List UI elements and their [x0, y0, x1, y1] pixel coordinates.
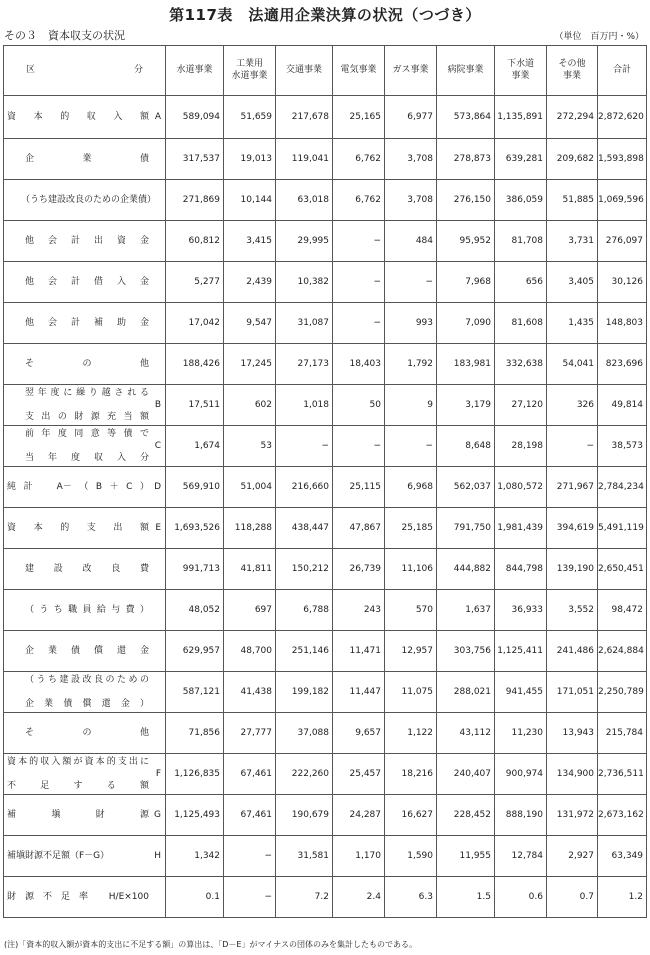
value-cell: 131,972	[547, 795, 598, 836]
value-cell: 1,170	[333, 836, 385, 877]
unit-label: （単位 百万円・%）	[554, 32, 644, 42]
value-cell: 11,106	[385, 549, 437, 590]
value-cell: 25,185	[385, 508, 437, 549]
value-cell: 570	[385, 590, 437, 631]
table-row	[4, 303, 647, 344]
value-cell: 444,882	[437, 549, 495, 590]
row-label: 補塡財源不足額（F－G）	[7, 850, 110, 861]
value-cell: 2,927	[547, 836, 598, 877]
value-cell: 823,696	[598, 344, 647, 385]
table-row	[4, 344, 647, 385]
row-code: A	[154, 111, 161, 122]
value-cell: 438,447	[276, 508, 333, 549]
value-cell: 844,798	[495, 549, 547, 590]
table-row	[4, 877, 647, 918]
column-header: 交通事業	[276, 46, 333, 96]
value-cell: 50	[333, 385, 385, 426]
column-header: 電気事業	[333, 46, 385, 96]
value-cell: 28,198	[495, 426, 547, 467]
value-cell: 25,165	[333, 96, 385, 139]
value-cell: 394,619	[547, 508, 598, 549]
row-code: F	[155, 768, 161, 779]
value-cell: 276,097	[598, 221, 647, 262]
header-row	[4, 46, 647, 96]
table-row	[4, 96, 647, 139]
value-cell: 25,457	[333, 754, 385, 795]
value-cell: 6,968	[385, 467, 437, 508]
table-body	[4, 96, 647, 918]
value-cell: 183,981	[437, 344, 495, 385]
row-label-cell	[4, 96, 166, 139]
value-cell: 573,864	[437, 96, 495, 139]
value-cell: 6,977	[385, 96, 437, 139]
row-label: 資本的支出額	[7, 522, 149, 533]
value-cell: −	[385, 426, 437, 467]
value-cell: −	[385, 262, 437, 303]
value-cell: 148,803	[598, 303, 647, 344]
value-cell: 993	[385, 303, 437, 344]
category-header	[4, 46, 166, 96]
value-cell: 7.2	[276, 877, 333, 918]
value-cell: 1,342	[166, 836, 224, 877]
value-cell: 16,627	[385, 795, 437, 836]
table-row	[4, 836, 647, 877]
value-cell: 63,018	[276, 180, 333, 221]
value-cell: 317,537	[166, 139, 224, 180]
value-cell: −	[333, 303, 385, 344]
value-cell: 81,608	[495, 303, 547, 344]
value-cell: 1,125,493	[166, 795, 224, 836]
row-code: B	[154, 399, 161, 410]
row-label-cell	[4, 836, 166, 877]
value-cell: 41,438	[224, 672, 276, 713]
value-cell: 222,260	[276, 754, 333, 795]
row-label: 財源不足率 H/E×100	[7, 891, 149, 902]
value-cell: 216,660	[276, 467, 333, 508]
value-cell: 240,407	[437, 754, 495, 795]
row-label-cell	[4, 426, 166, 467]
value-cell: 326	[547, 385, 598, 426]
column-header: ガス事業	[385, 46, 437, 96]
value-cell: 49,814	[598, 385, 647, 426]
value-cell: 1,435	[547, 303, 598, 344]
value-cell: 791,750	[437, 508, 495, 549]
value-cell: 9	[385, 385, 437, 426]
value-cell: 38,573	[598, 426, 647, 467]
value-cell: 18,216	[385, 754, 437, 795]
value-cell: 118,288	[224, 508, 276, 549]
value-cell: 10,144	[224, 180, 276, 221]
value-cell: 1,069,596	[598, 180, 647, 221]
value-cell: 31,581	[276, 836, 333, 877]
value-cell: 43,112	[437, 713, 495, 754]
table-row	[4, 713, 647, 754]
value-cell: 3,415	[224, 221, 276, 262]
value-cell: 139,190	[547, 549, 598, 590]
value-cell: 1.2	[598, 877, 647, 918]
value-cell: 1,981,439	[495, 508, 547, 549]
value-cell: 6,762	[333, 180, 385, 221]
table-row	[4, 754, 647, 795]
column-header: 水道事業	[166, 46, 224, 96]
value-cell: 1,125,411	[495, 631, 547, 672]
value-cell: 386,059	[495, 180, 547, 221]
value-cell: 25,115	[333, 467, 385, 508]
value-cell: 8,648	[437, 426, 495, 467]
value-cell: 1,637	[437, 590, 495, 631]
row-label: 前年度同意等債で 当年度収入分	[25, 428, 149, 464]
category-header-left: 区	[26, 64, 36, 75]
value-cell: 3,552	[547, 590, 598, 631]
value-cell: 47,867	[333, 508, 385, 549]
row-code: G	[154, 809, 161, 820]
value-cell: 53	[224, 426, 276, 467]
value-cell: 288,021	[437, 672, 495, 713]
value-cell: 272,294	[547, 96, 598, 139]
value-cell: 12,957	[385, 631, 437, 672]
value-cell: 6.3	[385, 877, 437, 918]
value-cell: 150,212	[276, 549, 333, 590]
value-cell: 48,700	[224, 631, 276, 672]
value-cell: 5,491,119	[598, 508, 647, 549]
value-cell: 888,190	[495, 795, 547, 836]
table-row	[4, 631, 647, 672]
value-cell: 484	[385, 221, 437, 262]
table-row	[4, 139, 647, 180]
value-cell: −	[333, 221, 385, 262]
capital-balance-table	[3, 45, 647, 918]
row-label: その他	[25, 727, 149, 738]
value-cell: 2,650,451	[598, 549, 647, 590]
row-code: H	[154, 850, 161, 861]
value-cell: 251,146	[276, 631, 333, 672]
value-cell: 587,121	[166, 672, 224, 713]
value-cell: 276,150	[437, 180, 495, 221]
row-label: 翌年度に繰り越される 支出の財源充当額	[25, 387, 149, 423]
value-cell: 1,693,526	[166, 508, 224, 549]
value-cell: 41,811	[224, 549, 276, 590]
value-cell: 569,910	[166, 467, 224, 508]
table-row	[4, 221, 647, 262]
value-cell: 67,461	[224, 795, 276, 836]
table-row	[4, 590, 647, 631]
value-cell: 3,405	[547, 262, 598, 303]
value-cell: 2,439	[224, 262, 276, 303]
value-cell: 18,403	[333, 344, 385, 385]
value-cell: 303,756	[437, 631, 495, 672]
value-cell: 3,179	[437, 385, 495, 426]
value-cell: −	[547, 426, 598, 467]
value-cell: 9,657	[333, 713, 385, 754]
value-cell: 51,885	[547, 180, 598, 221]
row-code: E	[155, 522, 161, 533]
value-cell: 199,182	[276, 672, 333, 713]
value-cell: 562,037	[437, 467, 495, 508]
value-cell: 17,511	[166, 385, 224, 426]
value-cell: 71,856	[166, 713, 224, 754]
value-cell: 1,135,891	[495, 96, 547, 139]
value-cell: 2,673,162	[598, 795, 647, 836]
value-cell: 27,120	[495, 385, 547, 426]
value-cell: 119,041	[276, 139, 333, 180]
value-cell: 639,281	[495, 139, 547, 180]
value-cell: −	[224, 836, 276, 877]
value-cell: 17,245	[224, 344, 276, 385]
table-row	[4, 672, 647, 713]
column-header: その他 事業	[547, 46, 598, 96]
column-header: 合計	[598, 46, 647, 96]
value-cell: 13,943	[547, 713, 598, 754]
row-label: 他会計出資金	[25, 235, 149, 246]
value-cell: −	[333, 262, 385, 303]
value-cell: 24,287	[333, 795, 385, 836]
row-label: （うち建設改良のための企業債）	[21, 194, 157, 205]
row-label: 補塡財源	[7, 809, 149, 820]
value-cell: 30,126	[598, 262, 647, 303]
value-cell: −	[276, 426, 333, 467]
value-cell: 1,590	[385, 836, 437, 877]
value-cell: 0.6	[495, 877, 547, 918]
value-cell: 629,957	[166, 631, 224, 672]
value-cell: 10,382	[276, 262, 333, 303]
row-label: （うち職員給与費）	[25, 604, 149, 615]
row-label-cell	[4, 713, 166, 754]
row-label-cell	[4, 344, 166, 385]
footnote: (注)「資本的収入額が資本的支出に不足する額」の算出は、「D－E」がマイナスの団体のみを集計したものである。	[4, 940, 417, 949]
row-label: 資本的収入額	[7, 111, 149, 122]
value-cell: 98,472	[598, 590, 647, 631]
value-cell: 1,122	[385, 713, 437, 754]
value-cell: 589,094	[166, 96, 224, 139]
table-row	[4, 467, 647, 508]
row-label-cell	[4, 303, 166, 344]
value-cell: 190,679	[276, 795, 333, 836]
value-cell: 11,447	[333, 672, 385, 713]
value-cell: 2,784,234	[598, 467, 647, 508]
value-cell: 7,968	[437, 262, 495, 303]
value-cell: 3,708	[385, 180, 437, 221]
value-cell: 95,952	[437, 221, 495, 262]
table-row	[4, 549, 647, 590]
column-header: 下水道 事業	[495, 46, 547, 96]
row-label-cell	[4, 631, 166, 672]
value-cell: 11,075	[385, 672, 437, 713]
value-cell: 656	[495, 262, 547, 303]
value-cell: 241,486	[547, 631, 598, 672]
value-cell: 0.1	[166, 877, 224, 918]
value-cell: 900,974	[495, 754, 547, 795]
table-title: 第117表 法適用企業決算の状況（つづき）	[169, 6, 481, 24]
value-cell: 27,777	[224, 713, 276, 754]
row-label-cell	[4, 139, 166, 180]
table-row	[4, 262, 647, 303]
row-label-cell	[4, 385, 166, 426]
value-cell: 2,872,620	[598, 96, 647, 139]
value-cell: 1,126,835	[166, 754, 224, 795]
row-label: その他	[25, 358, 149, 369]
value-cell: 2,250,789	[598, 672, 647, 713]
value-cell: 29,995	[276, 221, 333, 262]
value-cell: 941,455	[495, 672, 547, 713]
row-label: 企業債	[25, 153, 149, 164]
row-label-cell	[4, 221, 166, 262]
value-cell: 602	[224, 385, 276, 426]
value-cell: 2,736,511	[598, 754, 647, 795]
value-cell: 1,080,572	[495, 467, 547, 508]
value-cell: 0.7	[547, 877, 598, 918]
value-cell: 2.4	[333, 877, 385, 918]
value-cell: 1,018	[276, 385, 333, 426]
value-cell: 217,678	[276, 96, 333, 139]
row-label: 企業債償還金	[25, 645, 149, 656]
category-header-right: 分	[133, 64, 143, 75]
value-cell: 19,013	[224, 139, 276, 180]
value-cell: 271,967	[547, 467, 598, 508]
value-cell: 48,052	[166, 590, 224, 631]
value-cell: 1,792	[385, 344, 437, 385]
value-cell: −	[224, 877, 276, 918]
value-cell: 171,051	[547, 672, 598, 713]
value-cell: 188,426	[166, 344, 224, 385]
value-cell: 26,739	[333, 549, 385, 590]
value-cell: 1.5	[437, 877, 495, 918]
value-cell: 215,784	[598, 713, 647, 754]
value-cell: 3,708	[385, 139, 437, 180]
table-row	[4, 426, 647, 467]
value-cell: 278,873	[437, 139, 495, 180]
row-label-cell	[4, 754, 166, 795]
value-cell: 11,955	[437, 836, 495, 877]
value-cell: 63,349	[598, 836, 647, 877]
row-label: 他会計補助金	[25, 317, 149, 328]
value-cell: 5,277	[166, 262, 224, 303]
value-cell: 2,624,884	[598, 631, 647, 672]
row-label: 建設改良費	[25, 563, 149, 574]
value-cell: 17,042	[166, 303, 224, 344]
value-cell: 1,593,898	[598, 139, 647, 180]
row-label: 他会計借入金	[25, 276, 149, 287]
table-row	[4, 508, 647, 549]
value-cell: 697	[224, 590, 276, 631]
value-cell: 51,659	[224, 96, 276, 139]
value-cell: 3,731	[547, 221, 598, 262]
row-label-cell	[4, 795, 166, 836]
value-cell: 36,933	[495, 590, 547, 631]
value-cell: 60,812	[166, 221, 224, 262]
column-header: 病院事業	[437, 46, 495, 96]
row-label-cell	[4, 549, 166, 590]
value-cell: 243	[333, 590, 385, 631]
value-cell: 209,682	[547, 139, 598, 180]
value-cell: 27,173	[276, 344, 333, 385]
row-label: （うち建設改良のための 企業債償還金）	[25, 674, 149, 710]
value-cell: 37,088	[276, 713, 333, 754]
row-label: 純計 A－（B＋C）	[7, 481, 149, 492]
value-cell: 991,713	[166, 549, 224, 590]
value-cell: 271,869	[166, 180, 224, 221]
value-cell: 332,638	[495, 344, 547, 385]
row-code: D	[154, 481, 161, 492]
row-label-cell	[4, 467, 166, 508]
row-code: C	[154, 440, 161, 451]
row-label: 資本的収入額が資本的支出に 不足する額	[7, 756, 149, 792]
value-cell: 31,087	[276, 303, 333, 344]
row-label-cell	[4, 180, 166, 221]
value-cell: −	[333, 426, 385, 467]
value-cell: 12,784	[495, 836, 547, 877]
table-row	[4, 795, 647, 836]
value-cell: 7,090	[437, 303, 495, 344]
value-cell: 54,041	[547, 344, 598, 385]
value-cell: 1,674	[166, 426, 224, 467]
table-row	[4, 385, 647, 426]
table-row	[4, 180, 647, 221]
value-cell: 6,788	[276, 590, 333, 631]
table-subtitle: その３ 資本収支の状況	[4, 29, 125, 42]
value-cell: 67,461	[224, 754, 276, 795]
value-cell: 11,471	[333, 631, 385, 672]
row-label-cell	[4, 590, 166, 631]
value-cell: 228,452	[437, 795, 495, 836]
value-cell: 6,762	[333, 139, 385, 180]
value-cell: 11,230	[495, 713, 547, 754]
row-label-cell	[4, 672, 166, 713]
row-label-cell	[4, 508, 166, 549]
value-cell: 9,547	[224, 303, 276, 344]
row-label-cell	[4, 877, 166, 918]
value-cell: 51,004	[224, 467, 276, 508]
column-header: 工業用 水道事業	[224, 46, 276, 96]
value-cell: 134,900	[547, 754, 598, 795]
row-label-cell	[4, 262, 166, 303]
value-cell: 81,708	[495, 221, 547, 262]
